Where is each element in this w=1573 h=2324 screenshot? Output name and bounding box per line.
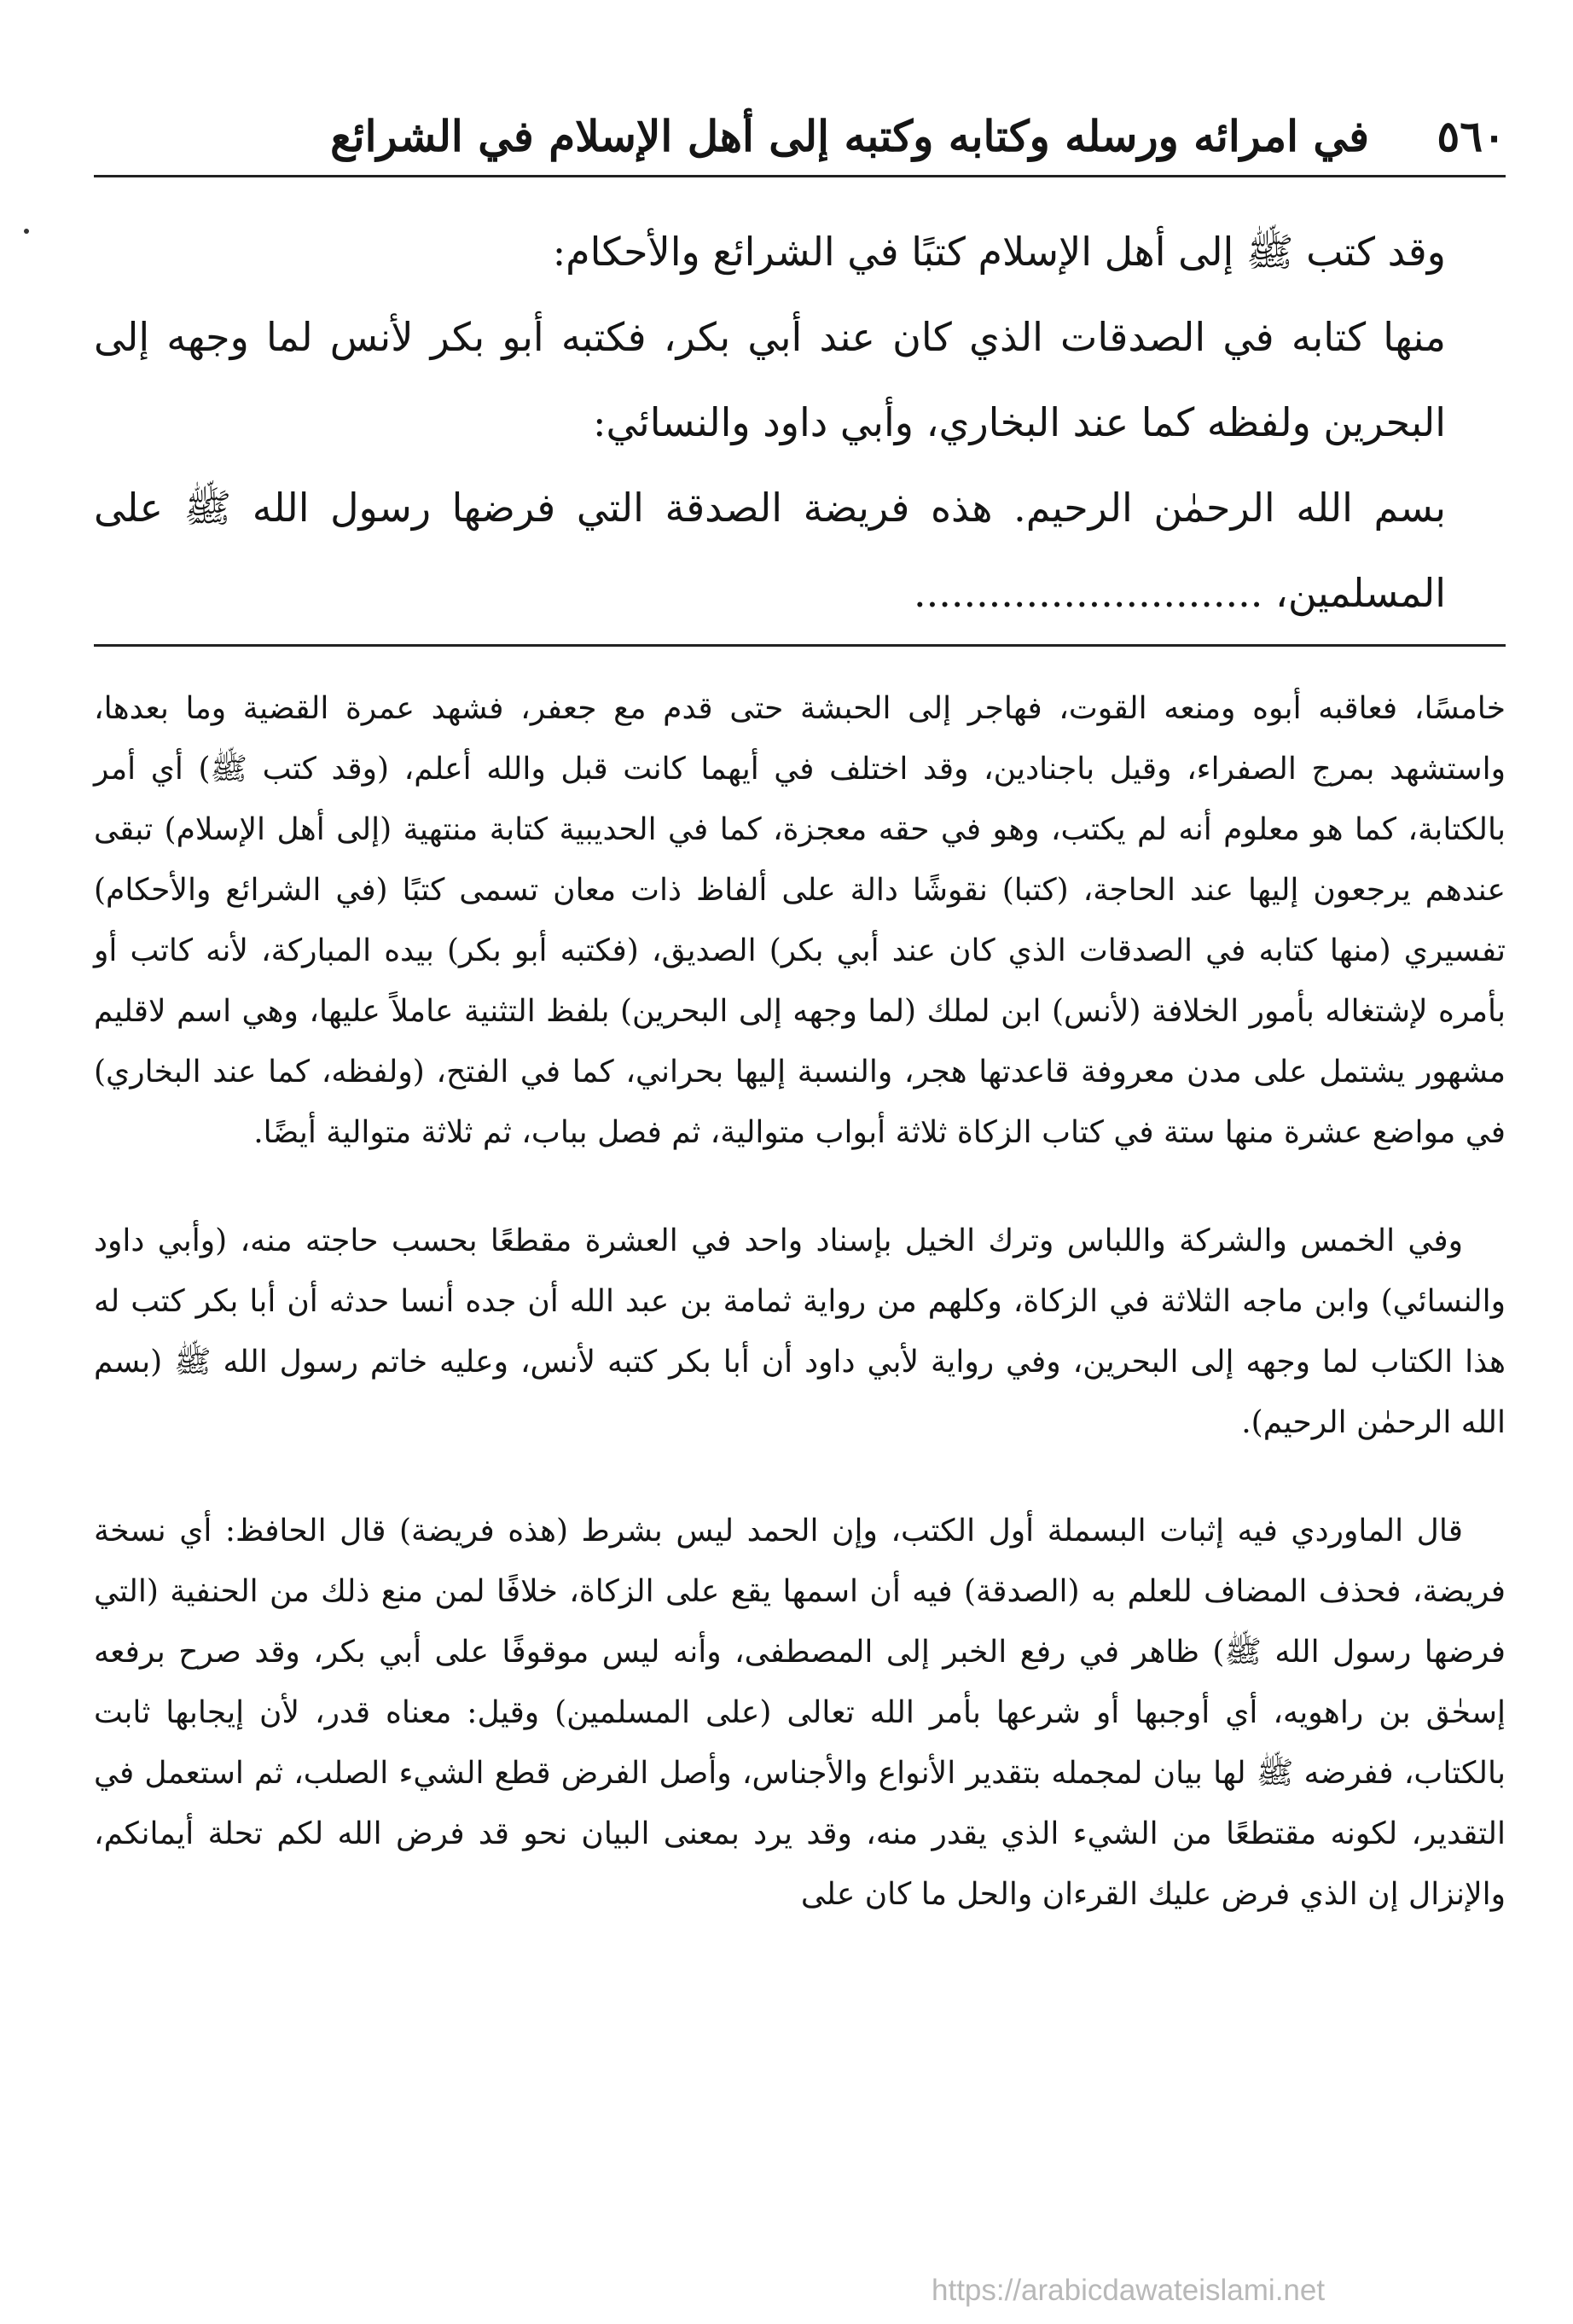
commentary-paragraph: قال الماوردي فيه إثبات البسملة أول الكتب، وإن الحمد ليس بشرط (هذه فريضة) قال الحافظ: أي نسخة فريضة، فحذف المضاف للعلم به (الصدقة) فيه أن اسمها يقع على الزكاة، خلافًا لمن منع ذلك من الحنفية (التي فرضها رسول الله ﷺ) ظاهر في رفع الخبر إلى المصطفى، وأنه ليس موقوفًا على أبي بكر، وقد صرح برفعه إسحٰق بن راهويه، أي أوجبها أو شرعها بأمر الله تعالى (على المسلمين) وقيل: معناه قدر، لأن إيجابها ثابت بالكتاب، ففرضه ﷺ لها بيان لمجمله بتقدير الأنواع والأجناس، وأصل الفرض قطع الشيء الصلب، ثم استعمل في التقدير، لكونه مقتطعًا من الشيء الذي يقدر منه، وقد يرد بمعنى البيان نحو قد فرض الله لكم تحلة أيمانكم، والإنزال إن الذي فرض عليك القرءان والحل ما كان على (94, 1514, 1506, 1912)
main-paragraph: منها كتابه في الصدقات الذي كان عند أبي بكر، فكتبه أبو بكر لأنس لما وجهه إلى البحرين ولفظه كما عند البخاري، وأبي داود والنسائي: (94, 314, 1446, 445)
commentary-paragraph: خامسًا، فعاقبه أبوه ومنعه القوت، فهاجر إلى الحبشة حتى قدم مع جعفر، فشهد عمرة القضية وما بعدها، واستشهد بمرج الصفراء، وقيل باجنادين، وقد اختلف في أيهما كانت قبل والله أعلم، (وقد كتب ﷺ) أي أمر بالكتابة، كما هو معلوم أنه لم يكتب، وهو في حقه معجزة، كما في الحديبية كتابة منتهية (إلى أهل الإسلام) تبقى عندهم يرجعون إليها عند الحاجة، (كتبا) نقوشًا دالة على ألفاظ ذات معان تسمى كتبًا (في الشرائع والأحكام) تفسيري (منها كتابه في الصدقات الذي كان عند أبي بكر) الصديق، (فكتبه أبو بكر) بيده المباركة، لأنه كاتب أو بأمره لإشتغاله بأمور الخلافة (لأنس) ابن لملك (لما وجهه إلى البحرين) بلفظ التثنية عاملاً عليها، وهي اسم لاقليم مشهور يشتمل على مدن معروفة قاعدتها هجر، والنسبة إليها بحراني، كما في الفتح، (ولفظه، كما عند البخاري) في مواضع عشرة منها ستة في كتاب الزكاة ثلاثة أبواب متوالية، ثم فصل بباب، ثم ثلاثة متوالية أيضًا. (94, 691, 1506, 1150)
header-title: في امرائه ورسله وكتابه وكتبه إلى أهل الإسلام في الشرائع (330, 111, 1369, 161)
main-paragraph-text: بسم الله الرحمٰن الرحيم. هذه فريضة الصدقة التي فرضها رسول الله ﷺ على المسلمين، (94, 485, 1446, 616)
commentary-block (94, 678, 1506, 1972)
header-rule (94, 175, 1506, 177)
running-header (94, 102, 1506, 171)
separator-rule (94, 644, 1506, 647)
ellipsis-dots: ............................ (913, 570, 1263, 616)
page-number: ٥٦٠ (1437, 111, 1506, 161)
main-paragraph (94, 465, 1493, 636)
scan-speck (24, 229, 29, 234)
main-paragraph: وقد كتب ﷺ إلى أهل الإسلام كتبًا في الشرائع والأحكام: (552, 229, 1446, 275)
commentary-paragraph: وفي الخمس والشركة واللباس وترك الخيل بإسناد واحد في العشرة مقطعًا بحسب حاجته منه، (وأبي داود والنسائي) وابن ماجه الثلاثة في الزكاة، وكلهم من رواية ثمامة بن عبد الله أن جده أنسا حدثه أن أبا بكر كتب له هذا الكتاب لما وجهه إلى البحرين، وفي رواية لأبي داود أن أبا بكر كتبه لأنس، وعليه خاتم رسول الله ﷺ (بسم الله الرحمٰن الرحيم). (94, 1223, 1506, 1440)
main-text-block (94, 209, 1493, 636)
watermark-url: https://arabicdawateislami.net (932, 2274, 1326, 2307)
